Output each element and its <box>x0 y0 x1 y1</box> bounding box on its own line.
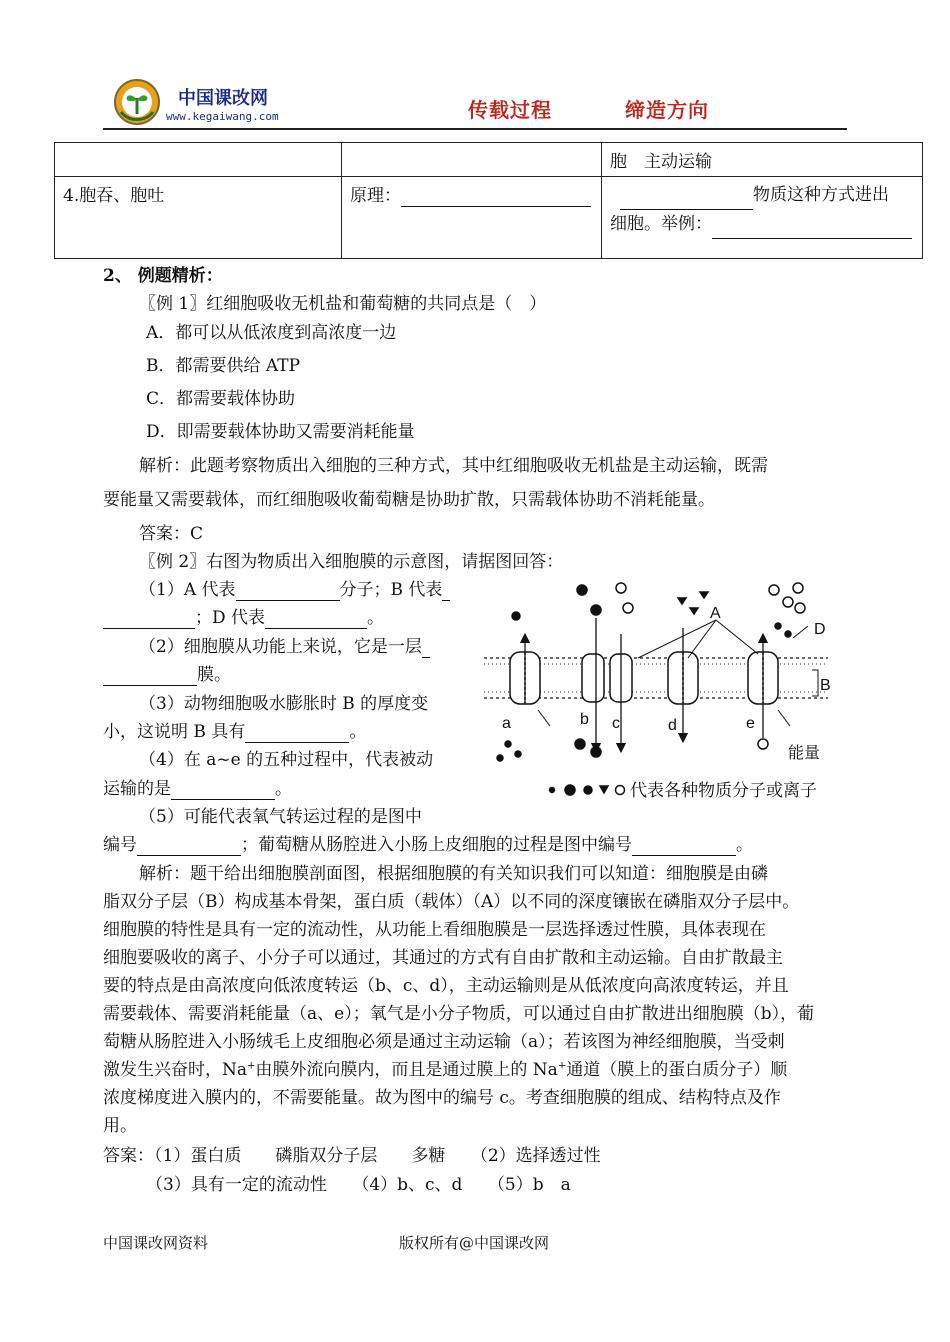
question-5: （5）可能代表氧气转运过程的是图中 <box>139 807 422 827</box>
example2-question: 〖例 2〗右图为物质出入细胞膜的示意图，请据图回答： <box>139 552 564 572</box>
fill-blank <box>442 580 450 601</box>
table-cell <box>55 143 342 177</box>
label-A: A <box>710 605 721 622</box>
footer-left: 中国课改网资料 <box>103 1234 209 1252</box>
example1-analysis: 要能量又需要载体，而红细胞吸收葡萄糖是协助扩散，只需载体协助不消耗能量。 <box>103 490 715 510</box>
question-4: （4）在 a~e 的五种过程中，代表被动 <box>139 750 434 770</box>
question-3: （3）动物细胞吸水膨胀时 B 的厚度变 <box>139 694 429 714</box>
table-cell <box>342 143 602 177</box>
question-3-cont: 小，这说明 B 具有 。 <box>103 722 367 742</box>
footer-copyright: 版权所有@中国课改网 <box>399 1234 550 1252</box>
table-cell <box>602 177 923 259</box>
cell-text: 细胞。举例： <box>610 214 712 234</box>
fill-blank <box>171 779 275 800</box>
example1-option-c: C．都需要载体协助 <box>146 389 296 409</box>
section-heading: 2、 例题精析： <box>103 266 223 286</box>
analysis-line: 细胞要吸收的离子、小分子可以通过，其通过的方式有自由扩散和主动运输。自由扩散最主 <box>103 948 783 968</box>
fill-blank <box>137 835 241 856</box>
analysis-line: 激发生兴奋时，Na+由膜外流向膜内，而且是通过膜上的 Na+通道（膜上的蛋白质分子）顺 <box>103 1060 788 1080</box>
row-title: 4.胞吞、胞吐 <box>63 186 165 206</box>
table-row <box>55 143 923 177</box>
energy-label: 能量 <box>788 743 821 762</box>
legend <box>550 781 818 801</box>
fill-blank <box>632 835 736 856</box>
label-e: e <box>746 715 755 732</box>
question-5-cont: 编号 ；葡萄糖从肠腔进入小肠上皮细胞的过程是图中编号 。 <box>103 835 753 855</box>
example1-option-d: D．即需要载体协助又需要消耗能量 <box>146 422 415 442</box>
fill-blank <box>103 608 195 629</box>
analysis-line: 细胞膜的特性是具有一定的流动性，从功能上看细胞膜是一层选择透过性膜，具体表现在 <box>103 920 766 940</box>
protein-channels <box>510 652 778 704</box>
example1-option-b: B．都需要供给 ATP <box>146 356 301 376</box>
label-d: d <box>668 717 677 734</box>
answer-line: （3）具有一定的流动性 （4）b、c、d （5）b a <box>146 1175 571 1195</box>
analysis-line: 浓度梯度进入膜内的，不需要能量。故为图中的编号 c。考查细胞膜的组成、结构特点及作 <box>103 1088 781 1108</box>
analysis-line: 解析：题干给出细胞膜剖面图，根据细胞膜的有关知识我们可以知道：细胞膜是由磷 <box>139 864 768 884</box>
question-1-cont: ；D 代表 。 <box>103 603 384 629</box>
label-B: B <box>820 677 831 694</box>
cell-membrane-diagram <box>478 578 850 806</box>
fill-blank <box>620 181 753 210</box>
logo-emblem-icon <box>113 78 161 126</box>
transport-table <box>54 142 923 259</box>
question-2-cont: 膜。 <box>103 660 231 686</box>
table-cell <box>55 177 342 259</box>
question-1: （1）A 代表 分子；B 代表 <box>139 575 450 601</box>
legend-text: 代表各种物质分子或离子 <box>630 781 817 801</box>
label-c: c <box>612 715 620 732</box>
legend-icons <box>550 785 625 795</box>
fill-blank <box>236 580 340 601</box>
example1-question: 〖例 1〗红细胞吸收无机盐和葡萄糖的共同点是（ ） <box>139 294 547 314</box>
table-cell <box>342 177 602 259</box>
fill-blank <box>712 210 912 239</box>
label-a: a <box>502 715 511 732</box>
question-2: （2）细胞膜从功能上来说，它是一层 <box>139 632 430 658</box>
example1-option-a: A．都可以从低浓度到高浓度一边 <box>146 323 397 343</box>
table-cell: 胞 主动运输 <box>602 143 923 177</box>
header-divider <box>103 128 847 130</box>
fill-blank <box>422 637 430 658</box>
table-row <box>55 177 923 259</box>
fill-blank <box>103 665 197 686</box>
example1-analysis: 解析：此题考察物质出入细胞的三种方式，其中红细胞吸收无机盐是主动运输，既需 <box>139 456 768 476</box>
cell-text: 物质这种方式进出 <box>753 185 889 205</box>
transport-arrows <box>525 618 763 748</box>
fill-blank <box>245 722 349 743</box>
example1-answer: 答案：C <box>139 524 204 544</box>
principle-label: 原理： <box>350 186 401 206</box>
label-b: b <box>580 711 589 728</box>
label-D: D <box>814 621 826 638</box>
site-name: 中国课改网 <box>178 88 268 109</box>
analysis-line: 用。 <box>103 1116 137 1136</box>
question-4-cont: 运输的是 。 <box>103 779 292 799</box>
answer-line: 答案：（1）蛋白质 磷脂双分子层 多糖 （2）选择透过性 <box>103 1146 601 1166</box>
site-url: www.kegaiwang.com <box>166 110 279 123</box>
analysis-line: 需要载体、需要消耗能量（a、e）；氧气是小分子物质，可以通过自由扩散进出细胞膜（b），葡 <box>103 1004 815 1024</box>
slogan-left: 传载过程 <box>468 98 552 122</box>
fill-blank <box>265 608 367 629</box>
analysis-line: 萄糖从肠腔进入小肠绒毛上皮细胞必须是通过主动运输（a）；若该图为神经细胞膜，当受刺 <box>103 1032 785 1052</box>
analysis-line: 要的特点是由高浓度向低浓度转运（b、c、d），主动运输则是从低浓度向高浓度转运，并且 <box>103 976 789 996</box>
analysis-line: 脂双分子层（B）构成基本骨架，蛋白质（载体）（A）以不同的深度镶嵌在磷脂双分子层中。 <box>103 892 800 912</box>
slogan-right: 缔造方向 <box>625 98 709 122</box>
fill-blank <box>401 186 591 207</box>
